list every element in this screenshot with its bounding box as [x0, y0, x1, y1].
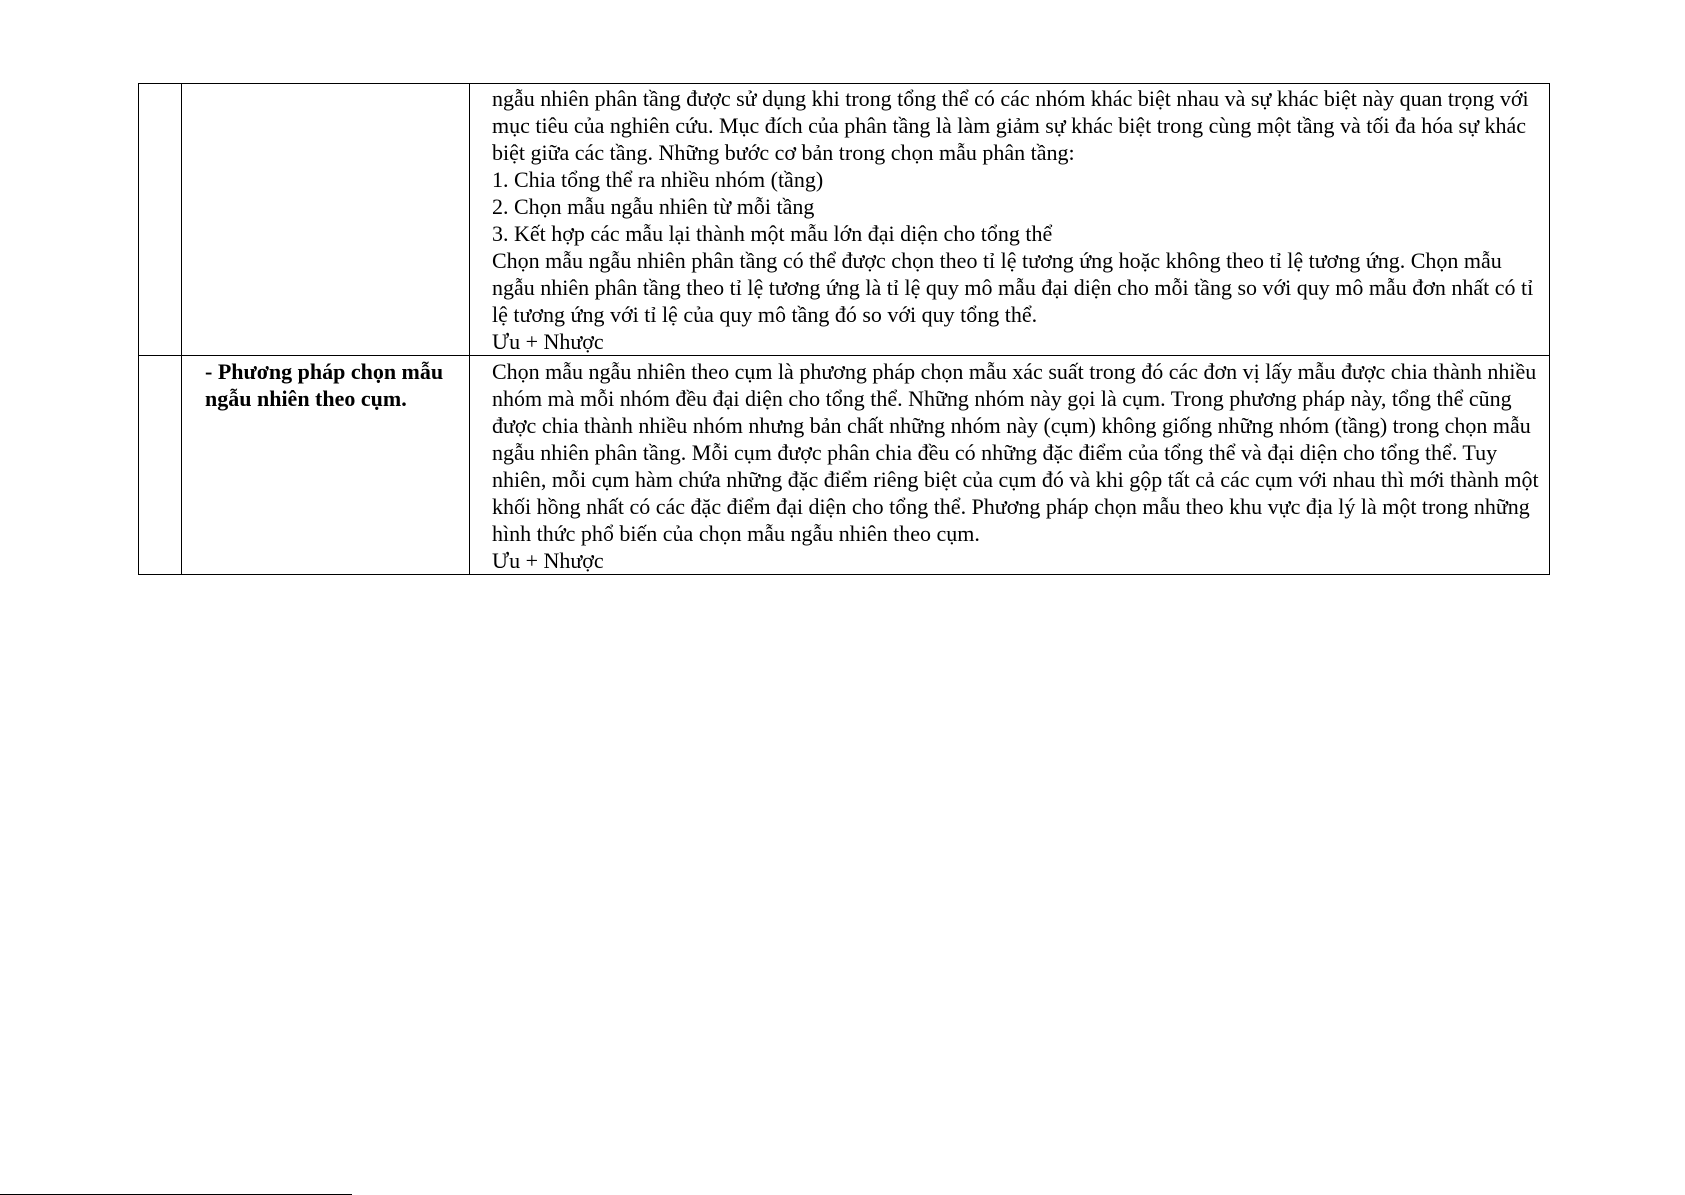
row-number-cell: [139, 84, 182, 356]
row-number-cell: [139, 356, 182, 575]
row-body-cell: [470, 356, 1550, 575]
row-body-cell: [470, 84, 1550, 356]
step-1-line: 1. Chia tổng thể ra nhiều nhóm (tầng): [492, 167, 824, 192]
stratified-intro-paragraph: ngẫu nhiên phân tầng được sử dụng khi trong tổng thể có các nhóm khác biệt nhau và sự khác biệt này quan trọng với mục tiêu của nghiên cứu. Mục đích của phân tầng là làm giảm sự khác biệt trong cùng một tầng và tối đa hóa sự khác biệt giữa các tầng. Những bước cơ bản trong chọn mẫu phân tầng:: [492, 86, 1529, 165]
row-title-cell: [182, 84, 470, 356]
pros-cons-line: Ưu + Nhược: [492, 548, 604, 573]
step-2-line: 2. Chọn mẫu ngẫu nhiên từ mỗi tầng: [492, 194, 815, 219]
proportional-paragraph: Chọn mẫu ngẫu nhiên phân tầng có thể được chọn theo tỉ lệ tương ứng hoặc không theo tỉ lệ tương ứng. Chọn mẫu ngẫu nhiên phân tầng theo tỉ lệ tương ứng là tỉ lệ quy mô mẫu đại diện cho mỗi tầng so với quy mô mẫu đơn nhất có tỉ lệ tương ứng với tỉ lệ của quy mô tầng đó so với quy tổng thể.: [492, 248, 1534, 327]
table-row: [139, 84, 1550, 356]
table-row: [139, 356, 1550, 575]
content-table: [138, 83, 1550, 575]
cluster-sampling-paragraph: Chọn mẫu ngẫu nhiên theo cụm là phương pháp chọn mẫu xác suất trong đó các đơn vị lấy mẫu được chia thành nhiều nhóm mà mỗi nhóm đều đại diện cho tổng thể. Những nhóm này gọi là cụm. Trong phương pháp này, tổng thể cũng được chia thành nhiều nhóm nhưng bản chất những nhóm này (cụm) không giống những nhóm (tầng) trong chọn mẫu ngẫu nhiên phân tầng. Mỗi cụm được phân chia đều có những đặc điểm của tổng thể và đại diện cho tổng thể. Tuy nhiên, mỗi cụm hàm chứa những đặc điểm riêng biệt của cụm đó và khi gộp tất cả các cụm với nhau thì mới thành một khối hồng nhất có các đặc điểm đại diện cho tổng thể. Phương pháp chọn mẫu theo khu vực địa lý là một trong những hình thức phổ biến của chọn mẫu ngẫu nhiên theo cụm.: [492, 359, 1539, 546]
row-title-cell: - Phương pháp chọn mẫu ngẫu nhiên theo cụm.: [182, 356, 470, 575]
step-3-line: 3. Kết hợp các mẫu lại thành một mẫu lớn đại diện cho tổng thể: [492, 221, 1053, 246]
pros-cons-line: Ưu + Nhược: [492, 329, 604, 354]
